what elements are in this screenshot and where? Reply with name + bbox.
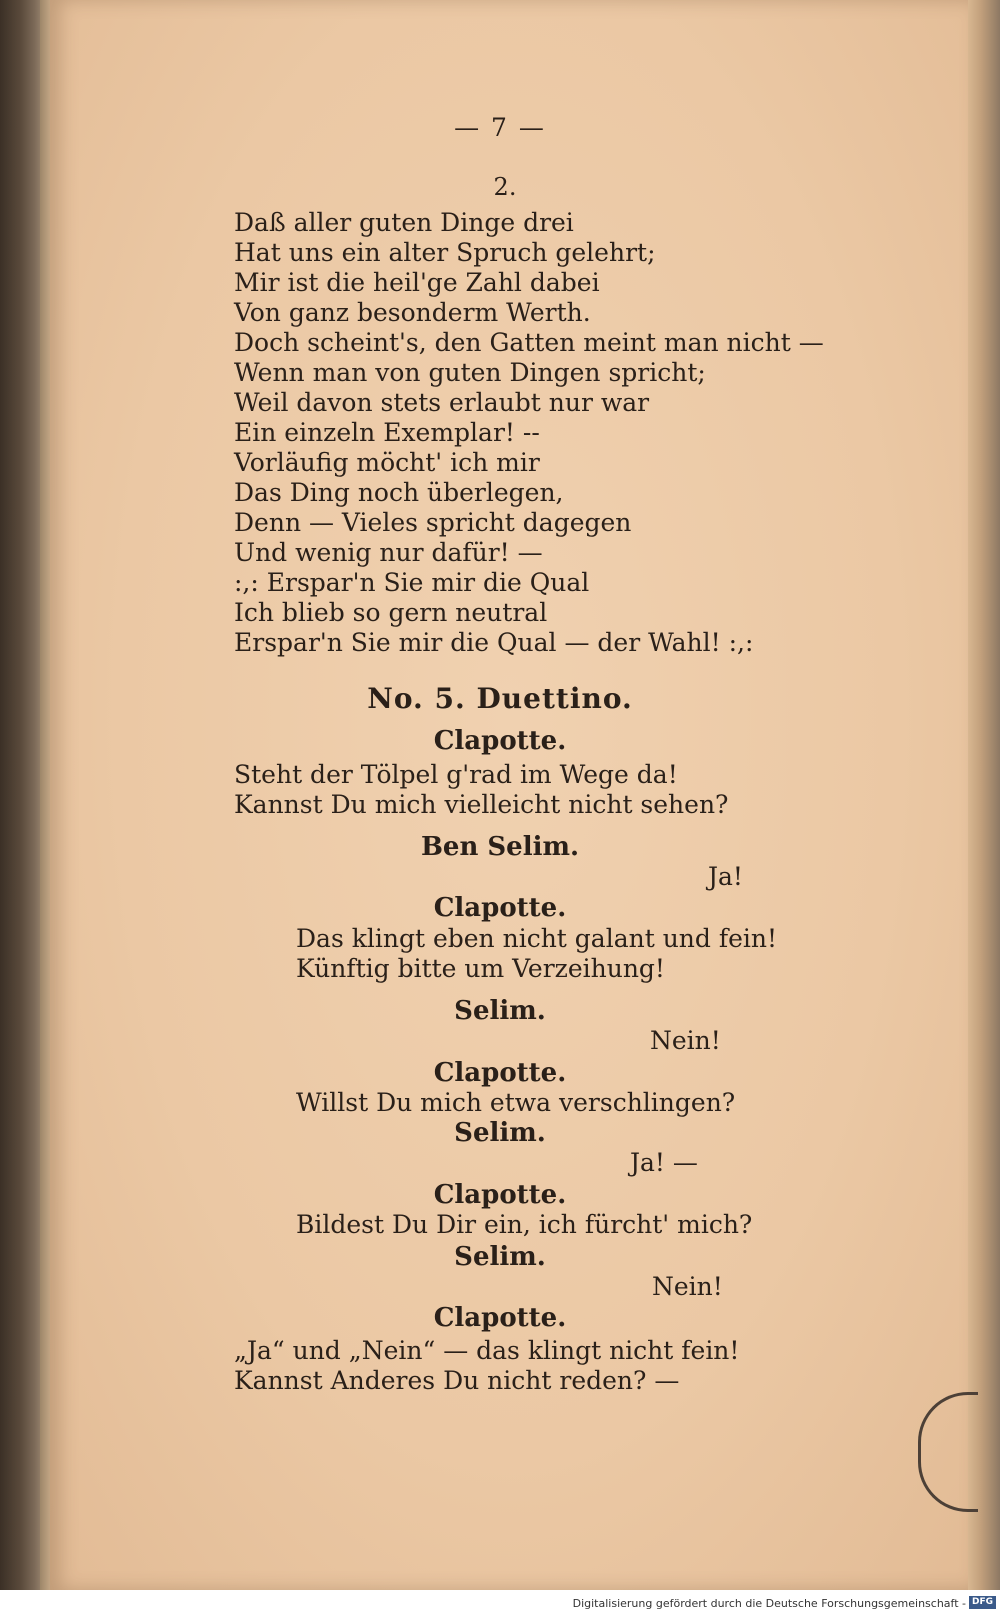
speaker-heading: Selim. [454,996,546,1026]
verse-line: :,: Erspar'n Sie mir die Qual [234,568,590,597]
verse-line: Denn — Vieles spricht dagegen [234,508,632,537]
verse-line: Ich blieb so gern neutral [234,598,548,627]
dialogue-line: Ja! — [630,1148,698,1177]
speaker-heading: Clapotte. [433,726,567,756]
speaker-heading: Clapotte. [433,1180,567,1210]
funding-credit: Digitalisierung gefördert durch die Deutsche Forschungsgemeinschaft - [572,1597,966,1610]
stanza-number: 2. [493,173,517,201]
dialogue-line: Nein! [652,1272,723,1301]
dialogue-line: Kannst Anderes Du nicht reden? — [234,1366,680,1395]
footer-bar [0,1592,1000,1614]
speaker-heading: Clapotte. [433,893,567,923]
verse-line: Doch scheint's, den Gatten meint man nicht — [234,328,824,357]
verse-line: Das Ding noch überlegen, [234,478,564,507]
dialogue-line: „Ja“ und „Nein“ — das klingt nicht fein! [234,1336,740,1365]
verse-line: Vorläufig möcht' ich mir [234,448,540,477]
verse-line: Mir ist die heil'ge Zahl dabei [234,268,600,297]
verse-line: Erspar'n Sie mir die Qual — der Wahl! :,: [234,628,754,657]
verse-line: Ein einzeln Exemplar! -- [234,418,540,447]
verse-line: Wenn man von guten Dingen spricht; [234,358,706,387]
dialogue-line: Kannst Du mich vielleicht nicht sehen? [234,790,729,819]
verse-line: Weil davon stets erlaubt nur war [234,388,650,417]
dialogue-line: Das klingt eben nicht galant und fein! [296,924,778,953]
dialogue-line: Bildest Du Dir ein, ich fürcht' mich? [296,1210,753,1239]
speaker-heading: Ben Selim. [420,832,580,862]
page-number: — 7 — [454,113,546,142]
number-title: No. 5. Duettino. [367,682,633,715]
page-right-edge [968,0,1000,1590]
dialogue-line: Ja! [708,862,743,891]
dialogue-line: Willst Du mich etwa verschlingen? [296,1088,736,1117]
verse-line: Und wenig nur dafür! — [234,538,543,567]
verse-line: Daß aller guten Dinge drei [234,208,574,237]
dialogue-line: Nein! [650,1026,721,1055]
dialogue-line: Steht der Tölpel g'rad im Wege da! [234,760,678,789]
speaker-heading: Clapotte. [433,1058,567,1088]
verse-block [234,208,824,658]
dfg-logo: DFG [969,1596,996,1609]
speaker-heading: Selim. [454,1118,546,1148]
dialogue-line: Künftig bitte um Verzeihung! [296,954,665,983]
verse-line: Von ganz besonderm Werth. [234,298,591,327]
speaker-heading: Selim. [454,1242,546,1272]
verse-line: Hat uns ein alter Spruch gelehrt; [234,238,656,267]
speaker-heading: Clapotte. [433,1303,567,1333]
